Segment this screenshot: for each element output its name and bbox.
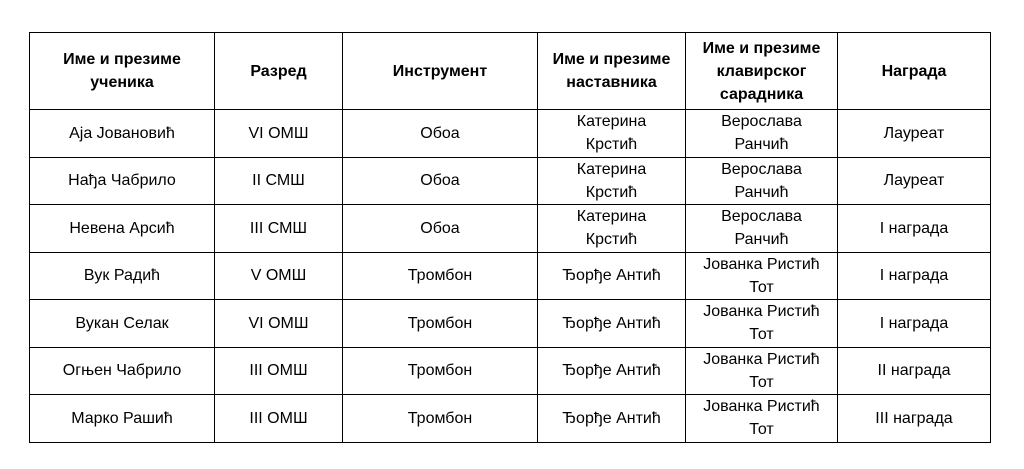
table-row	[30, 300, 991, 348]
cell-accompanist-name: Јованка Ристић Тот	[686, 395, 838, 443]
table-row	[30, 252, 991, 300]
cell-student-name: Марко Рашић	[30, 395, 215, 443]
table-body	[30, 110, 991, 443]
table-row	[30, 110, 991, 158]
cell-accompanist-name: Јованка Ристић Тот	[686, 300, 838, 348]
cell-award: Лауреат	[838, 157, 991, 205]
cell-grade: III ОМШ	[215, 347, 343, 395]
cell-teacher-name: Ђорђе Антић	[538, 300, 686, 348]
cell-accompanist-name: Верослава Ранчић	[686, 157, 838, 205]
cell-award: II награда	[838, 347, 991, 395]
cell-student-name: Невена Арсић	[30, 205, 215, 253]
cell-teacher-name: Ђорђе Антић	[538, 252, 686, 300]
table-row	[30, 205, 991, 253]
cell-grade: VI ОМШ	[215, 300, 343, 348]
cell-award: I награда	[838, 252, 991, 300]
cell-teacher-name: Катерина Крстић	[538, 110, 686, 158]
cell-grade: III СМШ	[215, 205, 343, 253]
cell-teacher-name: Ђорђе Антић	[538, 347, 686, 395]
cell-grade: VI ОМШ	[215, 110, 343, 158]
results-table	[29, 32, 991, 443]
cell-student-name: Вукан Селак	[30, 300, 215, 348]
header-row	[30, 33, 991, 110]
header-award: Награда	[838, 33, 991, 110]
header-accompanist-name: Име и презиме клавирског сарадника	[686, 33, 838, 110]
table-row	[30, 395, 991, 443]
cell-instrument: Тромбон	[343, 395, 538, 443]
cell-award: III награда	[838, 395, 991, 443]
cell-award: I награда	[838, 205, 991, 253]
cell-instrument: Тромбон	[343, 300, 538, 348]
cell-award: I награда	[838, 300, 991, 348]
cell-instrument: Обоа	[343, 110, 538, 158]
cell-teacher-name: Катерина Крстић	[538, 157, 686, 205]
cell-teacher-name: Ђорђе Антић	[538, 395, 686, 443]
cell-accompanist-name: Верослава Ранчић	[686, 205, 838, 253]
cell-teacher-name: Катерина Крстић	[538, 205, 686, 253]
table-row	[30, 347, 991, 395]
cell-award: Лауреат	[838, 110, 991, 158]
table-row	[30, 157, 991, 205]
cell-instrument: Обоа	[343, 205, 538, 253]
cell-student-name: Нађа Чабрило	[30, 157, 215, 205]
cell-student-name: Вук Радић	[30, 252, 215, 300]
cell-grade: II СМШ	[215, 157, 343, 205]
header-student-name: Име и презиме ученика	[30, 33, 215, 110]
cell-instrument: Тромбон	[343, 347, 538, 395]
cell-instrument: Тромбон	[343, 252, 538, 300]
cell-accompanist-name: Јованка Ристић Тот	[686, 252, 838, 300]
cell-accompanist-name: Јованка Ристић Тот	[686, 347, 838, 395]
cell-student-name: Огњен Чабрило	[30, 347, 215, 395]
table-header	[30, 33, 991, 110]
cell-accompanist-name: Верослава Ранчић	[686, 110, 838, 158]
header-grade: Разред	[215, 33, 343, 110]
cell-student-name: Аја Јовановић	[30, 110, 215, 158]
cell-instrument: Обоа	[343, 157, 538, 205]
cell-grade: V ОМШ	[215, 252, 343, 300]
header-instrument: Инструмент	[343, 33, 538, 110]
header-teacher-name: Име и презиме наставника	[538, 33, 686, 110]
cell-grade: III ОМШ	[215, 395, 343, 443]
